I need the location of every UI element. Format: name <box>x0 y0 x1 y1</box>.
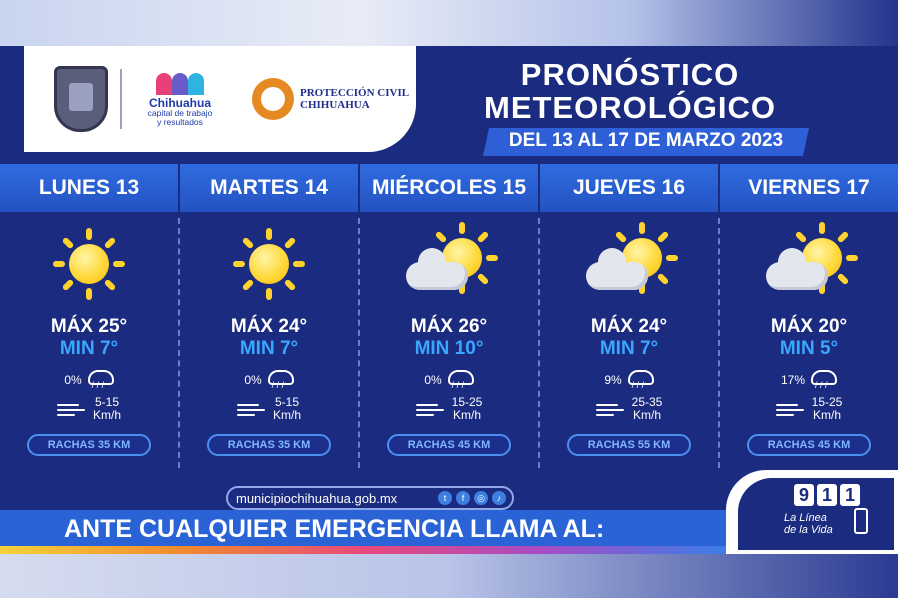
max-temp: MÁX 24° <box>230 316 308 337</box>
forecast-day <box>360 218 540 468</box>
sun-ray <box>233 261 245 267</box>
day-header-bar <box>0 164 898 212</box>
day-header: LUNES 13 <box>0 164 180 212</box>
gusts-badge: RACHAS 55 KM <box>567 434 691 456</box>
rain-cloud-icon <box>809 370 837 390</box>
forecast-poster <box>0 46 898 554</box>
forecast-day <box>0 218 180 468</box>
sun-ray <box>486 255 498 261</box>
wind-unit: Km/h <box>272 408 301 422</box>
wind-row <box>360 396 538 422</box>
rain-cloud-icon <box>626 370 654 390</box>
title-line-2: METEOROLÓGICO <box>484 90 776 125</box>
logo-card <box>24 46 416 152</box>
wind-unit: Km/h <box>92 408 121 422</box>
sun-ray <box>266 288 272 300</box>
sun-ray <box>459 222 465 234</box>
date-range: DEL 13 AL 17 DE MARZO 2023 <box>508 130 784 151</box>
wind-row <box>180 396 358 422</box>
proteccion-civil-emblem-icon <box>252 78 294 120</box>
rain-chance: 0% <box>64 373 82 387</box>
rain-chance: 0% <box>424 373 442 387</box>
sun-icon <box>44 228 134 308</box>
pc-line-1: PROTECCIÓN CIVIL <box>300 87 410 99</box>
wind-unit: Km/h <box>452 408 481 422</box>
partly-cloudy-icon <box>764 228 854 308</box>
linea-line-2: de la Vida <box>784 524 833 536</box>
min-temp: MIN 7° <box>59 338 119 359</box>
rain-cloud-icon <box>266 370 294 390</box>
digit: 9 <box>794 484 814 506</box>
day-header: JUEVES 16 <box>540 164 720 212</box>
gusts-badge: RACHAS 45 KM <box>747 434 871 456</box>
proteccion-civil-logo <box>252 78 409 120</box>
sun-ray <box>477 230 490 243</box>
sun-disc <box>69 244 109 284</box>
linea-line-1: La Línea <box>784 512 827 524</box>
blurred-bottom-edge <box>0 554 898 598</box>
partly-cloudy-icon <box>404 228 494 308</box>
rain-row <box>180 370 358 390</box>
wind-row <box>0 396 178 422</box>
emergency-banner: ANTE CUALQUIER EMERGENCIA LLAMA AL: <box>0 510 726 548</box>
sun-ray <box>61 236 74 249</box>
pc-line-2: CHIHUAHUA <box>300 99 370 111</box>
max-temp: MÁX 20° <box>770 316 848 337</box>
rain-chance: 0% <box>244 373 262 387</box>
sun-ray <box>61 279 74 292</box>
day-header: MIÉRCOLES 15 <box>360 164 540 212</box>
rain-row <box>720 370 898 390</box>
chihuahua-mark-icon <box>154 71 206 95</box>
cloud-shape <box>766 262 828 290</box>
rain-row <box>540 370 718 390</box>
wind-icon <box>237 401 267 417</box>
sun-ray <box>266 228 272 240</box>
sun-ray <box>846 255 858 261</box>
wind-speed: 15-25 <box>451 395 483 409</box>
sun-ray <box>104 279 117 292</box>
wind-row <box>540 396 718 422</box>
sun-ray <box>241 236 254 249</box>
sun-ray <box>794 230 807 243</box>
title-line-1: PRONÓSTICO <box>520 57 740 92</box>
sun-ray <box>113 261 125 267</box>
rain-chance: 9% <box>604 373 622 387</box>
wind-unit: Km/h <box>632 408 661 422</box>
wind-unit: Km/h <box>812 408 841 422</box>
sun-ray <box>819 222 825 234</box>
min-temp: MIN 7° <box>239 338 299 359</box>
max-temp: MÁX 26° <box>410 316 488 337</box>
rainbow-stripe <box>0 546 726 554</box>
sun-ray <box>293 261 305 267</box>
rain-row <box>0 370 178 390</box>
forecast-day <box>540 218 720 468</box>
wind-icon <box>596 401 626 417</box>
digit: 1 <box>817 484 837 506</box>
instagram-icon[interactable]: ◎ <box>474 491 488 505</box>
wind-row <box>720 396 898 422</box>
gusts-badge: RACHAS 35 KM <box>27 434 151 456</box>
sun-ray <box>657 230 670 243</box>
facebook-icon[interactable]: f <box>456 491 470 505</box>
min-temp: MIN 7° <box>599 338 659 359</box>
sun-ray <box>666 255 678 261</box>
forecast-day <box>180 218 360 468</box>
rain-row <box>360 370 538 390</box>
wind-icon <box>57 401 87 417</box>
website-url[interactable]: municipiochihuahua.gob.mx <box>236 490 398 506</box>
forecast-day <box>720 218 898 468</box>
blurred-top-edge <box>0 0 898 46</box>
sun-ray <box>86 288 92 300</box>
sun-ray <box>241 279 254 292</box>
rain-chance: 17% <box>780 373 806 387</box>
emergency-911-badge <box>726 470 898 554</box>
sun-ray <box>284 279 297 292</box>
gusts-badge: RACHAS 45 KM <box>387 434 511 456</box>
sun-ray <box>104 236 117 249</box>
min-temp: MIN 5° <box>779 338 839 359</box>
wind-speed: 15-25 <box>811 395 843 409</box>
cloud-shape <box>406 262 468 290</box>
page-title <box>440 58 820 124</box>
wind-speed: 25-35 <box>631 395 663 409</box>
sun-icon <box>224 228 314 308</box>
max-temp: MÁX 25° <box>50 316 128 337</box>
cloud-shape <box>586 262 648 290</box>
forecast-columns <box>0 218 898 468</box>
logo-divider <box>120 69 122 129</box>
sun-ray <box>837 230 850 243</box>
chihuahua-logo-name: Chihuahua <box>149 96 211 110</box>
digit: 1 <box>840 484 860 506</box>
wind-icon <box>416 401 446 417</box>
wind-icon <box>776 401 806 417</box>
sun-ray <box>434 230 447 243</box>
max-temp: MÁX 24° <box>590 316 668 337</box>
day-header: VIERNES 17 <box>748 176 870 199</box>
sun-ray <box>284 236 297 249</box>
min-temp: MIN 10° <box>414 338 484 359</box>
chihuahua-tagline-1: capital de trabajo <box>147 108 213 118</box>
chihuahua-tagline-2: y resultados <box>157 117 203 127</box>
municipal-shield-logo <box>54 66 108 132</box>
chihuahua-logo <box>134 71 226 127</box>
website-pill[interactable] <box>226 486 514 510</box>
twitter-icon[interactable]: t <box>438 491 452 505</box>
sun-ray <box>639 222 645 234</box>
rain-cloud-icon <box>446 370 474 390</box>
sun-ray <box>837 273 850 286</box>
sun-disc <box>249 244 289 284</box>
phone-icon <box>854 508 868 534</box>
gusts-badge: RACHAS 35 KM <box>207 434 331 456</box>
wind-speed: 5-15 <box>94 395 119 409</box>
tiktok-icon[interactable]: ♪ <box>492 491 506 505</box>
sun-ray <box>53 261 65 267</box>
sun-ray <box>657 273 670 286</box>
partly-cloudy-icon <box>584 228 674 308</box>
sun-ray <box>477 273 490 286</box>
sun-ray <box>614 230 627 243</box>
rain-cloud-icon <box>86 370 114 390</box>
sun-ray <box>86 228 92 240</box>
wind-speed: 5-15 <box>274 395 299 409</box>
day-header: MARTES 14 <box>180 164 360 212</box>
